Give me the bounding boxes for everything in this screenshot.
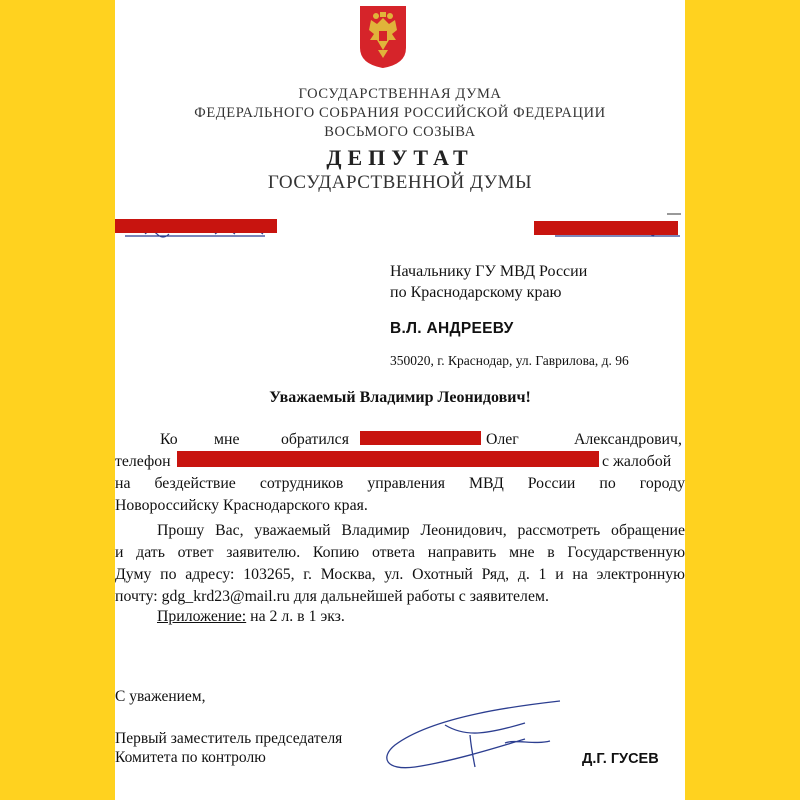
paragraph-2-line-1: Прошу Вас, уважаемый Владимир Леонидович, рассмотреть обращение: [157, 522, 685, 539]
p1-word-4: Олег: [486, 431, 519, 448]
header-line-convocation: ВОСЬМОГО СОЗЫВА: [324, 124, 476, 140]
addressee-line-1: Начальнику ГУ МВД России: [390, 263, 588, 280]
p1-word-3: обратился: [281, 431, 349, 448]
paragraph-2-line-3: Думу по адресу: 103265, г. Москва, ул. Охотный Ряд, д. 1 и на электронную: [115, 566, 685, 583]
redacted-date: [115, 219, 277, 233]
attachment-label: Приложение:: [157, 608, 247, 625]
redacted-surname: [360, 431, 481, 445]
document-page: [115, 0, 685, 800]
complaint-text: с жалобой: [602, 453, 672, 470]
attachment-line: [157, 606, 345, 628]
addressee-line-2: по Краснодарскому краю: [390, 284, 562, 301]
p1-word-2: мне: [214, 431, 240, 448]
header-line-state-duma: ГОСУДАРСТВЕННАЯ ДУМА: [298, 86, 502, 102]
signatory-position-line-2: Комитета по контролю: [115, 749, 266, 766]
closing: С уважением,: [115, 688, 206, 705]
attachment-text: на 2 л. в 1 экз.: [250, 608, 345, 625]
p1-word-1: Ко: [160, 431, 178, 448]
russian-coat-of-arms-emblem: [358, 4, 408, 70]
p1-word-5: Александрович,: [574, 431, 682, 448]
paragraph-2-line-2: и дать ответ заявителю. Копию ответа направить мне в Государственную: [115, 544, 685, 561]
redacted-contacts: [177, 451, 599, 467]
paragraph-1-line-4: Новороссийску Краснодарского края.: [115, 497, 368, 514]
header-title: ДЕПУТАТ: [326, 145, 474, 170]
greeting: Уважаемый Владимир Леонидович!: [269, 389, 531, 406]
signatory-name: Д.Г. ГУСЕВ: [582, 751, 659, 767]
addressee-name: В.Л. АНДРЕЕВУ: [390, 320, 514, 337]
paragraph-2-line-4: почту: gdg_krd23@mail.ru для дальнейшей работы с заявителем.: [115, 588, 549, 605]
phone-label: телефон: [115, 453, 171, 470]
signatory-position-line-1: Первый заместитель председателя: [115, 730, 343, 747]
header-line-federal-assembly: ФЕДЕРАЛЬНОГО СОБРАНИЯ РОССИЙСКОЙ ФЕДЕРАЦИИ: [194, 105, 606, 121]
addressee-address: 350020, г. Краснодар, ул. Гаврилова, д. 96: [390, 353, 629, 368]
paragraph-1-line-3: на бездействие сотрудников управления МВД России по городу: [115, 475, 685, 492]
redacted-number: [534, 221, 678, 235]
handwritten-signature: [375, 695, 565, 775]
header-subtitle: ГОСУДАРСТВЕННОЙ ДУМЫ: [267, 172, 533, 193]
